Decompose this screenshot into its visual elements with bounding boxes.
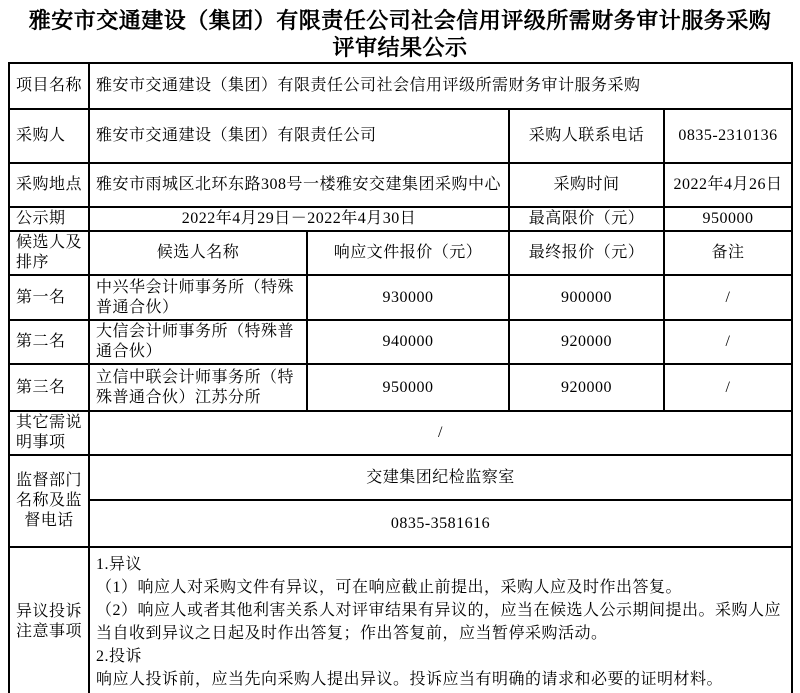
row-other-notes [9, 411, 792, 455]
purchaser-phone-label: 采购人联系电话 [509, 109, 664, 163]
candidate-name: 大信会计师事务所（特殊普通合伙） [89, 320, 307, 364]
purchaser-phone-value: 0835-2310136 [664, 109, 792, 163]
candidate-final-price: 920000 [509, 320, 664, 364]
objection-label: 异议投诉注意事项 [9, 547, 89, 693]
page-title-line2: 评审结果公示 [332, 35, 468, 60]
project-name-label: 项目名称 [9, 63, 89, 109]
row-candidate-headers [9, 231, 792, 275]
row-publicity [9, 207, 792, 231]
objection-line: （2）响应人或者其他利害关系人对评审结果有异议的，应当在候选人公示期间提出。采购人应当自收到异议之日起及时作出答复；作出答复前，应当暂停采购活动。 [96, 601, 782, 642]
project-name-value: 雅安市交通建设（集团）有限责任公司社会信用评级所需财务审计服务采购 [89, 63, 792, 109]
page-title-line1: 雅安市交通建设（集团）有限责任公司社会信用评级所需财务审计服务采购 [28, 8, 772, 33]
publicity-period-label: 公示期 [9, 207, 89, 231]
other-notes-value: / [89, 411, 792, 455]
candidate-rank: 第三名 [9, 364, 89, 411]
objection-content [89, 547, 792, 693]
purchaser-label: 采购人 [9, 109, 89, 163]
candidate-remark: / [664, 320, 792, 364]
objection-line: 1.异议 [96, 555, 143, 573]
publicity-period-value: 2022年4月29日－2022年4月30日 [89, 207, 509, 231]
row-supervision-phone [9, 500, 792, 547]
other-notes-label: 其它需说明事项 [9, 411, 89, 455]
candidate-rank: 第一名 [9, 275, 89, 320]
row-location [9, 163, 792, 207]
col-header-final-price: 最终报价（元） [509, 231, 664, 275]
col-header-doc-price: 响应文件报价（元） [307, 231, 509, 275]
candidate-doc-price: 940000 [307, 320, 509, 364]
supervision-phone: 0835-3581616 [89, 500, 792, 547]
candidate-row-1 [9, 275, 792, 320]
candidate-doc-price: 930000 [307, 275, 509, 320]
location-label: 采购地点 [9, 163, 89, 207]
row-supervision-dept [9, 455, 792, 500]
objection-line: 响应人投诉前，应当先向采购人提出异议。投诉应当有明确的请求和必要的证明材料。 [96, 670, 724, 688]
max-price-value: 950000 [664, 207, 792, 231]
supervision-label: 监督部门名称及监督电话 [9, 455, 89, 547]
row-purchaser [9, 109, 792, 163]
candidate-row-3 [9, 364, 792, 411]
candidate-final-price: 920000 [509, 364, 664, 411]
col-header-remark: 备注 [664, 231, 792, 275]
purchase-time-label: 采购时间 [509, 163, 664, 207]
max-price-label: 最高限价（元） [509, 207, 664, 231]
candidates-section-label: 候选人及排序 [9, 231, 89, 275]
col-header-candidate-name: 候选人名称 [89, 231, 307, 275]
row-project [9, 63, 792, 109]
candidate-rank: 第二名 [9, 320, 89, 364]
page-title [0, 0, 800, 61]
row-objection [9, 547, 792, 693]
candidate-doc-price: 950000 [307, 364, 509, 411]
purchase-time-value: 2022年4月26日 [664, 163, 792, 207]
result-table [8, 62, 793, 693]
candidate-name: 立信中联会计师事务所（特殊普通合伙）江苏分所 [89, 364, 307, 411]
candidate-remark: / [664, 364, 792, 411]
candidate-name: 中兴华会计师事务所（特殊普通合伙） [89, 275, 307, 320]
candidate-row-2 [9, 320, 792, 364]
purchaser-value: 雅安市交通建设（集团）有限责任公司 [89, 109, 509, 163]
objection-line: 2.投诉 [96, 647, 143, 665]
supervision-department: 交建集团纪检监察室 [89, 455, 792, 500]
objection-line: （1）响应人对采购文件有异议，可在响应截止前提出，采购人应及时作出答复。 [96, 578, 683, 596]
candidate-final-price: 900000 [509, 275, 664, 320]
candidate-remark: / [664, 275, 792, 320]
location-value: 雅安市雨城区北环东路308号一楼雅安交建集团采购中心 [89, 163, 509, 207]
